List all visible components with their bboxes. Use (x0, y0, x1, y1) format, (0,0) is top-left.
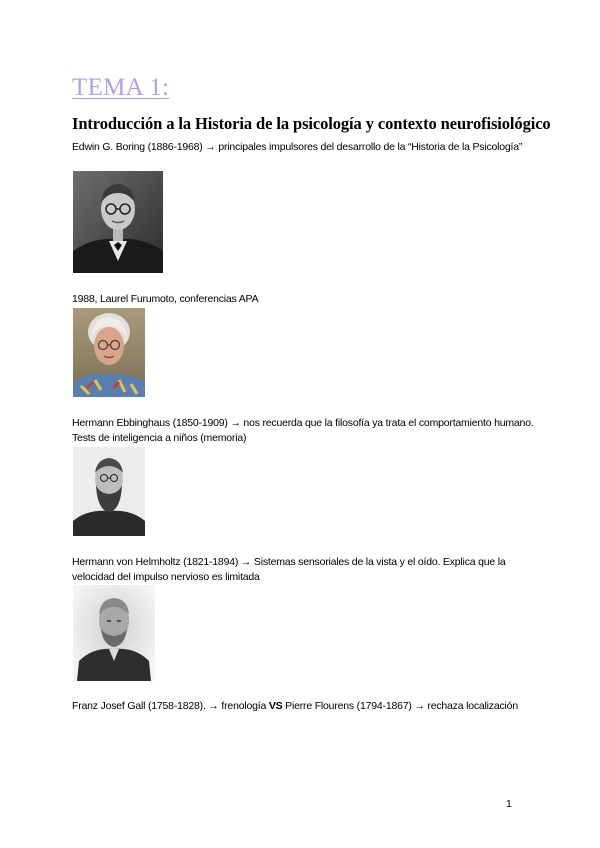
entry-gall-flourens-text (72, 699, 542, 714)
entry-furumoto-text: 1988, Laurel Furumoto, conferencias APA (72, 293, 259, 305)
portrait-helmholtz-photo (73, 585, 155, 681)
portrait-boring-photo (73, 171, 163, 273)
topic-heading: TEMA 1: (72, 74, 170, 101)
entry-ebbinghaus-text: Hermann Ebbinghaus (1850-1909) → nos recuerda que la filosofía ya trata el comportamiento humano. Tests de inteligencia a niños (memoria) (72, 417, 534, 444)
portrait-furumoto-photo (73, 308, 145, 397)
entry-boring-text: Edwin G. Boring (1886-1968) → principales impulsores del desarrollo de la “Historia de la Psicología” (72, 141, 523, 153)
flourens-text: Pierre Flourens (1794-1867) → rechaza localización (282, 700, 518, 712)
entry-helmholtz-text: Hermann von Helmholtz (1821-1894) → Sistemas sensoriales de la vista y el oído. Explica que la velocidad del impulso nervioso es limitada (72, 556, 506, 583)
gall-text: Franz Josef Gall (1758-1828). → frenología (72, 700, 269, 712)
page-number: 1 (506, 798, 512, 810)
versus-label: VS (268, 700, 283, 712)
portrait-ebbinghaus-photo (73, 447, 145, 536)
page-title: Introducción a la Historia de la psicología y contexto neurofisiológico (72, 114, 551, 133)
